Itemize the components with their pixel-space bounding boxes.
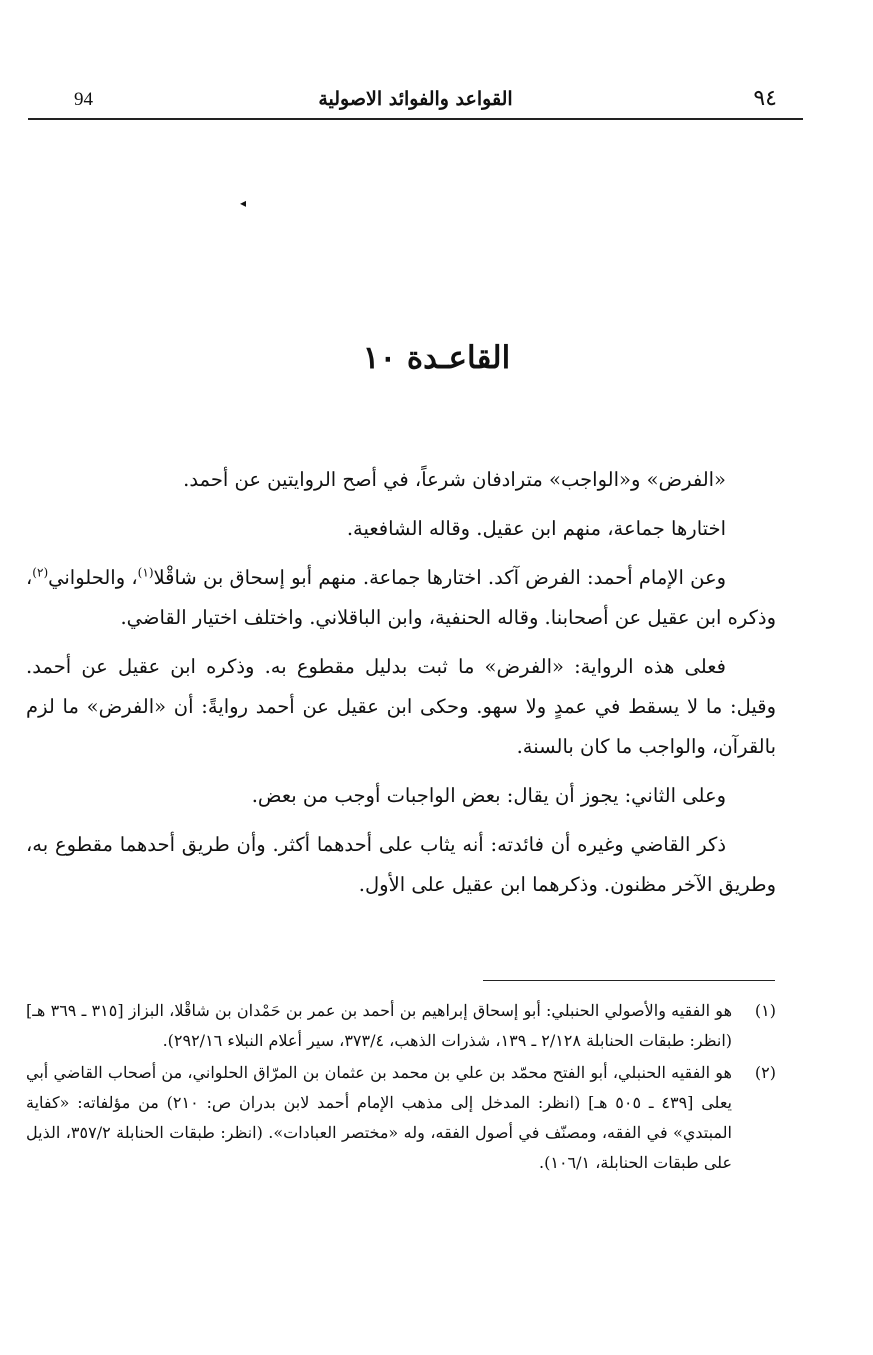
paragraph [26,558,776,638]
running-title: القواعد والفوائد الاصولية [318,88,513,110]
footnote-text: هو الفقيه الحنبلي، أبو الفتح محمّد بن علي بن محمد بن عثمان بن المرّاق الحلواني، من أصحاب القاضي أبي يعلى [٤٣٩ ـ ٥٠٥ هـ] (انظر: المدخل إلى مذهب الإمام أحمد لابن بدران ص: ٢١٠) من مؤلفاته: «كفاية المبتدي» في الفقه، ومصنّف في أصول الفقه، وله «مختصر العبادات». (انظر: طبقات الحنابلة ٣٥٧/٢، الذيل على طبقات الحنابلة، ١٠٦/١). [26,1063,733,1172]
footnote [26,996,776,1056]
page-number-arabic: ٩٤ [753,86,777,111]
paragraph-text: وعن الإمام أحمد: الفرض آكد. اختارها جماعة. منهم أبو إسحاق بن شاقْلا [153,566,726,589]
paragraph: «الفرض» و«الواجب» مترادفان شرعاً، في أصح الروايتين عن أحمد. [183,468,726,491]
footnotes [26,996,776,1180]
footnote-ref: (٢) [32,565,49,580]
page-header [28,86,803,120]
paragraph: اختارها جماعة، منهم ابن عقيل. وقاله الشافعية. [346,517,726,540]
main-text [26,460,776,914]
margin-mark: ◂ [240,196,247,210]
paragraph: وعلى الثاني: يجوز أن يقال: بعض الواجبات أوجب من بعض. [251,784,726,807]
section-heading: القاعـدة ١٠ [362,340,511,376]
paragraph: فعلى هذه الرواية: «الفرض» ما ثبت بدليل مقطوع به. وذكره ابن عقيل عن أحمد. وقيل: ما لا يسقط في عمدٍ ولا سهو. وحكى ابن عقيل عن أحمد روايةً: أن «الفرض» ما لزم بالقرآن، والواجب ما كان بالسنة. [26,655,776,758]
paragraph-text: ، والحلواني [48,566,138,589]
footnote-divider [483,980,775,981]
footnote-number: (٢) [754,1063,776,1082]
paragraph-text: ، وذكره ابن عقيل عن أصحابنا. وقاله الحنفية، وابن الباقلاني. واختلف اختيار القاضي. [26,566,776,629]
footnote-number: (١) [754,1001,776,1020]
page-number-latin: 94 [74,89,93,110]
paragraph: ذكر القاضي وغيره أن فائدته: أنه يثاب على أحدهما أكثر. وأن طريق أحدهما مقطوع به، وطريق الآخر مظنون. وذكرهما ابن عقيل على الأول. [26,833,776,896]
footnote-text: هو الفقيه والأصولي الحنبلي: أبو إسحاق إبراهيم بن أحمد بن عمر بن حَمْدان بن شاقْلا، البزاز [٣١٥ ـ ٣٦٩ هـ] (انظر: طبقات الحنابلة ٢/١٢٨ ـ ١٣٩، شذرات الذهب، ٣٧٣/٤، سير أعلام النبلاء ٢٩٢/١٦). [26,1001,733,1050]
footnote [26,1058,776,1178]
footnote-ref: (١) [137,565,154,580]
